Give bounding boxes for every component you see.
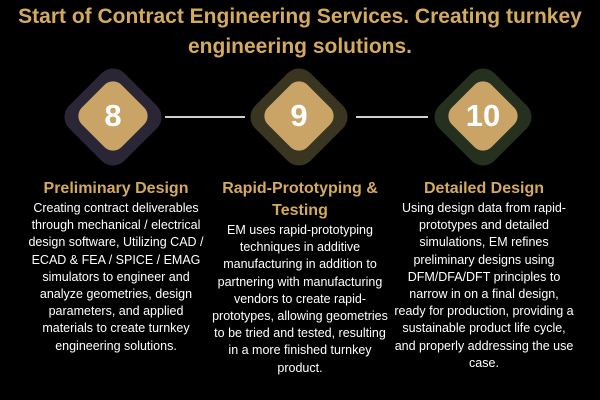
step-8-column — [24, 178, 208, 355]
step-title: Preliminary Design — [43, 180, 189, 197]
step-number: 8 — [104, 98, 122, 133]
page-title: Start of Contract Engineering Services. Creating turnkey engineering solutions. — [18, 5, 582, 58]
step-description: Using design data from rapid-prototypes and detailed simulations, EM refines preliminary designs using DFM/DFA/DFT principles to narrow in on a final design, ready for production, providing a sustainable product life cycle, and properly addressing the use case. — [394, 201, 574, 370]
step-title: Rapid-Prototyping & Testing — [222, 180, 378, 219]
step-10-column — [394, 178, 574, 372]
step-description: Creating contract deliverables through mechanical / electrical design software, Utilizing CAD / ECAD & FEA / SPICE / EMAG simulators to engineer and analyze geometries, design parameters, and applied materials to create turnkey engineering solutions. — [28, 201, 204, 353]
step-number: 10 — [465, 98, 501, 133]
step-title: Detailed Design — [423, 180, 545, 197]
connector-line-1 — [165, 116, 245, 118]
connector-line-2 — [356, 116, 428, 118]
step-9-badge — [242, 62, 356, 172]
step-8-badge — [56, 62, 170, 172]
step-10-badge — [426, 62, 540, 172]
step-9-column — [212, 178, 388, 377]
step-number: 9 — [290, 98, 308, 133]
step-description: EM uses rapid-prototyping techniques in additive manufacturing in addition to partnering with manufacturing vendors to create rapid-prototypes, allowing geometries to be tried and tested, resulting in a more finished turnkey product. — [212, 223, 388, 375]
